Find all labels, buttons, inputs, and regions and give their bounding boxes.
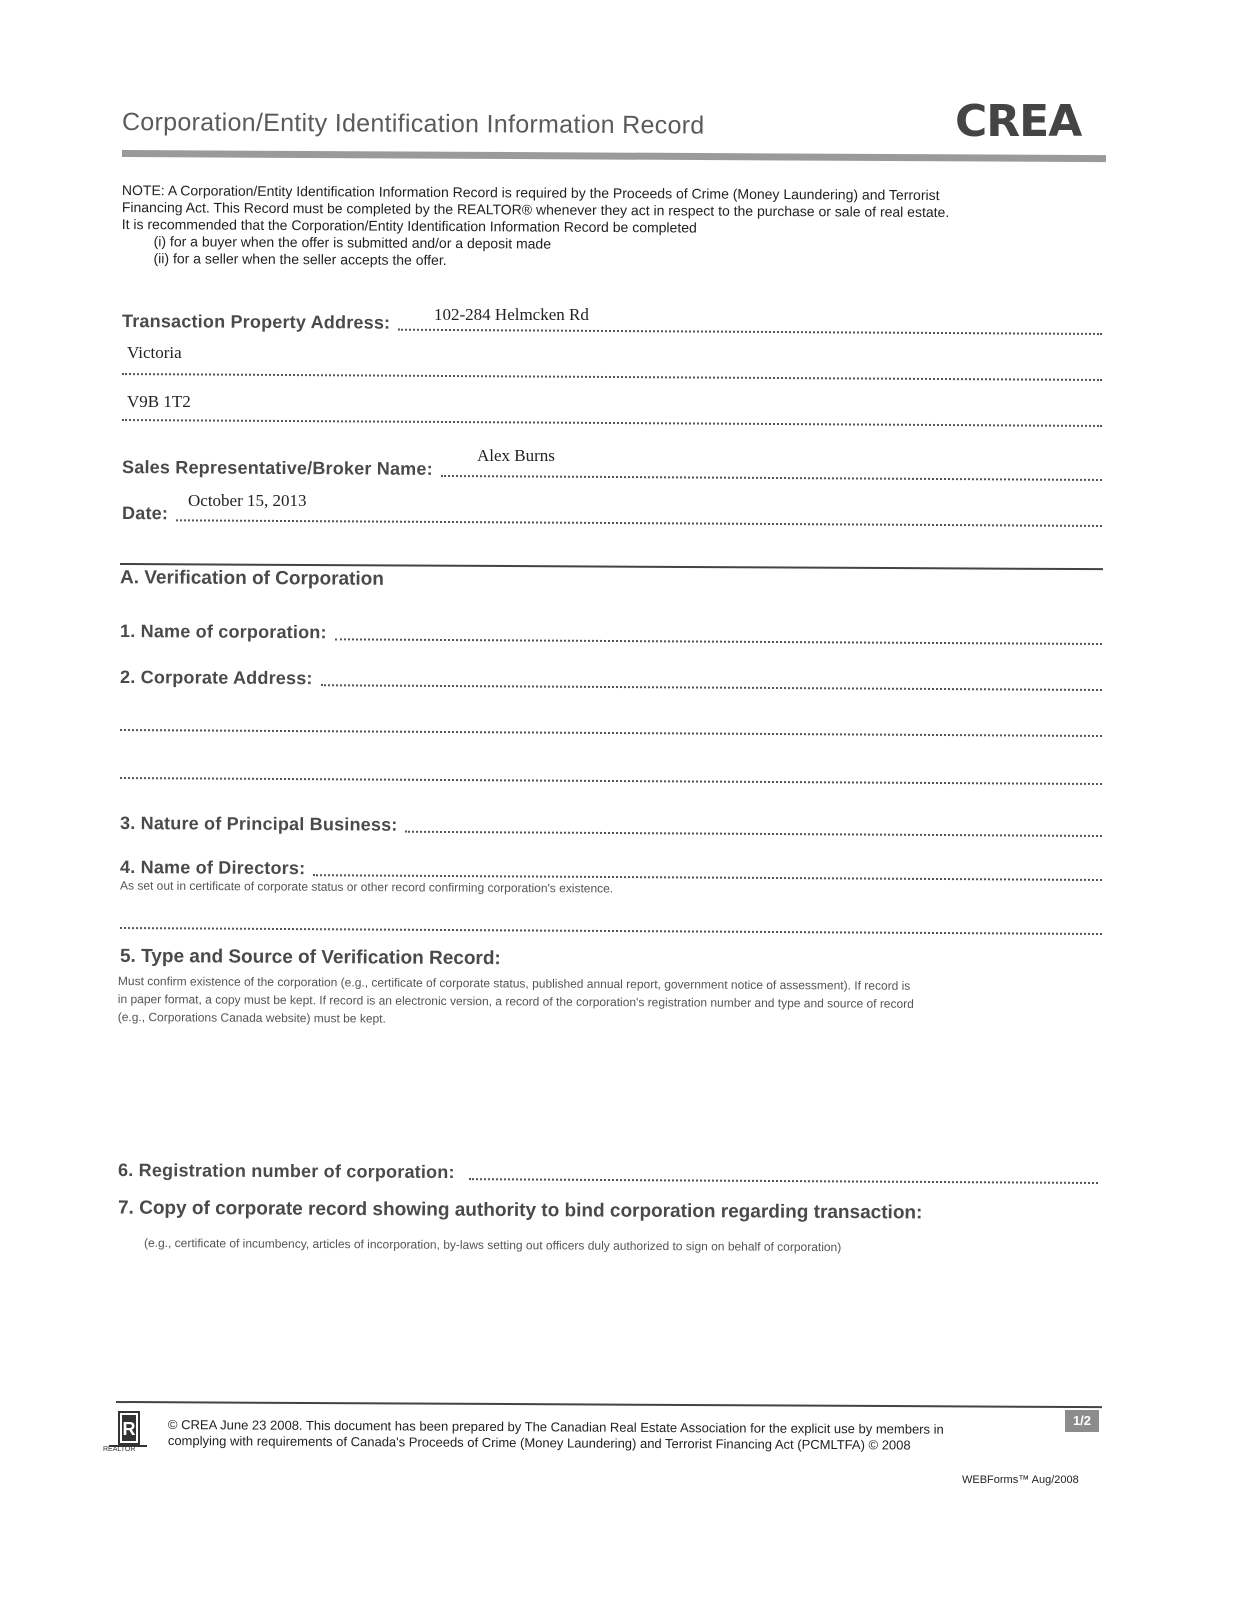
address-line3-field[interactable] xyxy=(122,415,1102,427)
broker-row xyxy=(122,450,1102,484)
broker-label: Sales Representative/Broker Name: xyxy=(122,457,433,479)
q7-label: 7. Copy of corporate record showing authority to bind corporation regarding transaction: xyxy=(117,1197,923,1224)
q3-label: 3. Nature of Principal Business: xyxy=(120,813,398,835)
address-line2-field[interactable] xyxy=(122,369,1102,381)
q2-row xyxy=(120,660,1102,694)
corporate-record-area[interactable] xyxy=(120,1262,1102,1382)
date-value: October 15, 2013 xyxy=(188,491,307,510)
realtor-logo xyxy=(105,1410,151,1456)
q4-note: As set out in certificate of corporate status or other record confirming corporation's existence. xyxy=(119,878,614,896)
date-field[interactable] xyxy=(176,515,1102,527)
corporation-name-field[interactable] xyxy=(335,634,1102,645)
property-address-row xyxy=(122,304,1102,338)
q5-note-line: in paper format, a copy must be kept. If record is an electronic version, a record of the corporation's registration number and type and source of record xyxy=(117,991,914,1011)
q7-note: (e.g., certificate of incumbency, articles of incorporation, by-laws setting out officers duly authorized to sign on behalf of corporation) xyxy=(143,1235,842,1255)
note-item: (ii) for a seller when the seller accepts the offer. xyxy=(153,250,447,268)
date-label: Date: xyxy=(122,503,169,524)
footer-divider xyxy=(116,1401,1102,1408)
q5-note-line: Must confirm existence of the corporation (e.g., certificate of corporate status, published annual report, government notice of assessment). If record is xyxy=(117,973,911,993)
q2-line3-row xyxy=(120,760,1102,788)
crea-logo: CREA xyxy=(955,96,1082,147)
q4-line2-row xyxy=(120,910,1102,938)
footer-line: complying with requirements of Canada's Proceeds of Crime (Money Laundering) and Terrorist Financing Act (PCMLTFA) © 2008 xyxy=(167,1432,911,1453)
corporate-address-line2-field[interactable] xyxy=(120,725,1102,737)
q2-line2-row xyxy=(120,712,1102,740)
footer-copyright xyxy=(168,1417,1048,1454)
directors-line2-field[interactable] xyxy=(120,923,1102,935)
property-address-line2: Victoria xyxy=(127,343,182,362)
realtor-mark: REALTOR xyxy=(103,1446,136,1453)
q5-note xyxy=(118,972,1108,1032)
document-title: Corporation/Entity Identification Information Record xyxy=(121,108,705,140)
note-line: Financing Act. This Record must be completed by the REALTOR® whenever they act in respect to the purchase or sale of real estate. xyxy=(121,198,950,221)
registration-number-field[interactable] xyxy=(469,1174,1098,1184)
q6-row xyxy=(118,1153,1098,1187)
note-block xyxy=(121,182,1112,273)
broker-value: Alex Burns xyxy=(477,446,555,465)
q6-label: 6. Registration number of corporation: xyxy=(118,1160,455,1183)
page-number-badge: 1/2 xyxy=(1065,1410,1099,1432)
q3-row xyxy=(120,806,1102,840)
header-divider xyxy=(122,150,1106,162)
property-address-field[interactable] xyxy=(398,325,1102,335)
q1-row xyxy=(120,614,1102,648)
note-item: (i) for a buyer when the offer is submitted and/or a deposit made xyxy=(153,233,552,252)
corporate-address-line3-field[interactable] xyxy=(120,773,1102,785)
property-address-line1: 102-284 Helmcken Rd xyxy=(434,305,589,324)
svg-text:R: R xyxy=(122,1419,136,1439)
q4-label: 4. Name of Directors: xyxy=(120,857,306,879)
broker-field[interactable] xyxy=(441,471,1102,481)
q5-label: 5. Type and Source of Verification Record: xyxy=(119,945,501,970)
footer-line: © CREA June 23 2008. This document has been prepared by The Canadian Real Estate Association for the explicit use by members in xyxy=(167,1417,944,1437)
q2-label: 2. Corporate Address: xyxy=(120,667,313,689)
address-line2-row xyxy=(122,352,1102,384)
property-address-line3: V9B 1T2 xyxy=(127,392,191,411)
note-line: It is recommended that the Corporation/Entity Identification Information Record be completed xyxy=(121,215,697,236)
q1-label: 1. Name of corporation: xyxy=(120,621,327,643)
principal-business-field[interactable] xyxy=(405,827,1102,837)
verification-record-area[interactable] xyxy=(120,1040,1102,1140)
section-a-heading: A. Verification of Corporation xyxy=(119,567,384,590)
note-line: NOTE: A Corporation/Entity Identification Information Record is required by the Proceeds of Crime (Money Laundering) and Terrorist xyxy=(121,182,940,203)
q5-note-line: (e.g., Corporations Canada website) must be kept. xyxy=(117,1009,386,1026)
address-line3-row xyxy=(122,398,1102,430)
property-address-label: Transaction Property Address: xyxy=(122,311,391,333)
webforms-mark: WEBForms™ Aug/2008 xyxy=(962,1474,1079,1486)
corporate-address-field[interactable] xyxy=(321,680,1102,691)
